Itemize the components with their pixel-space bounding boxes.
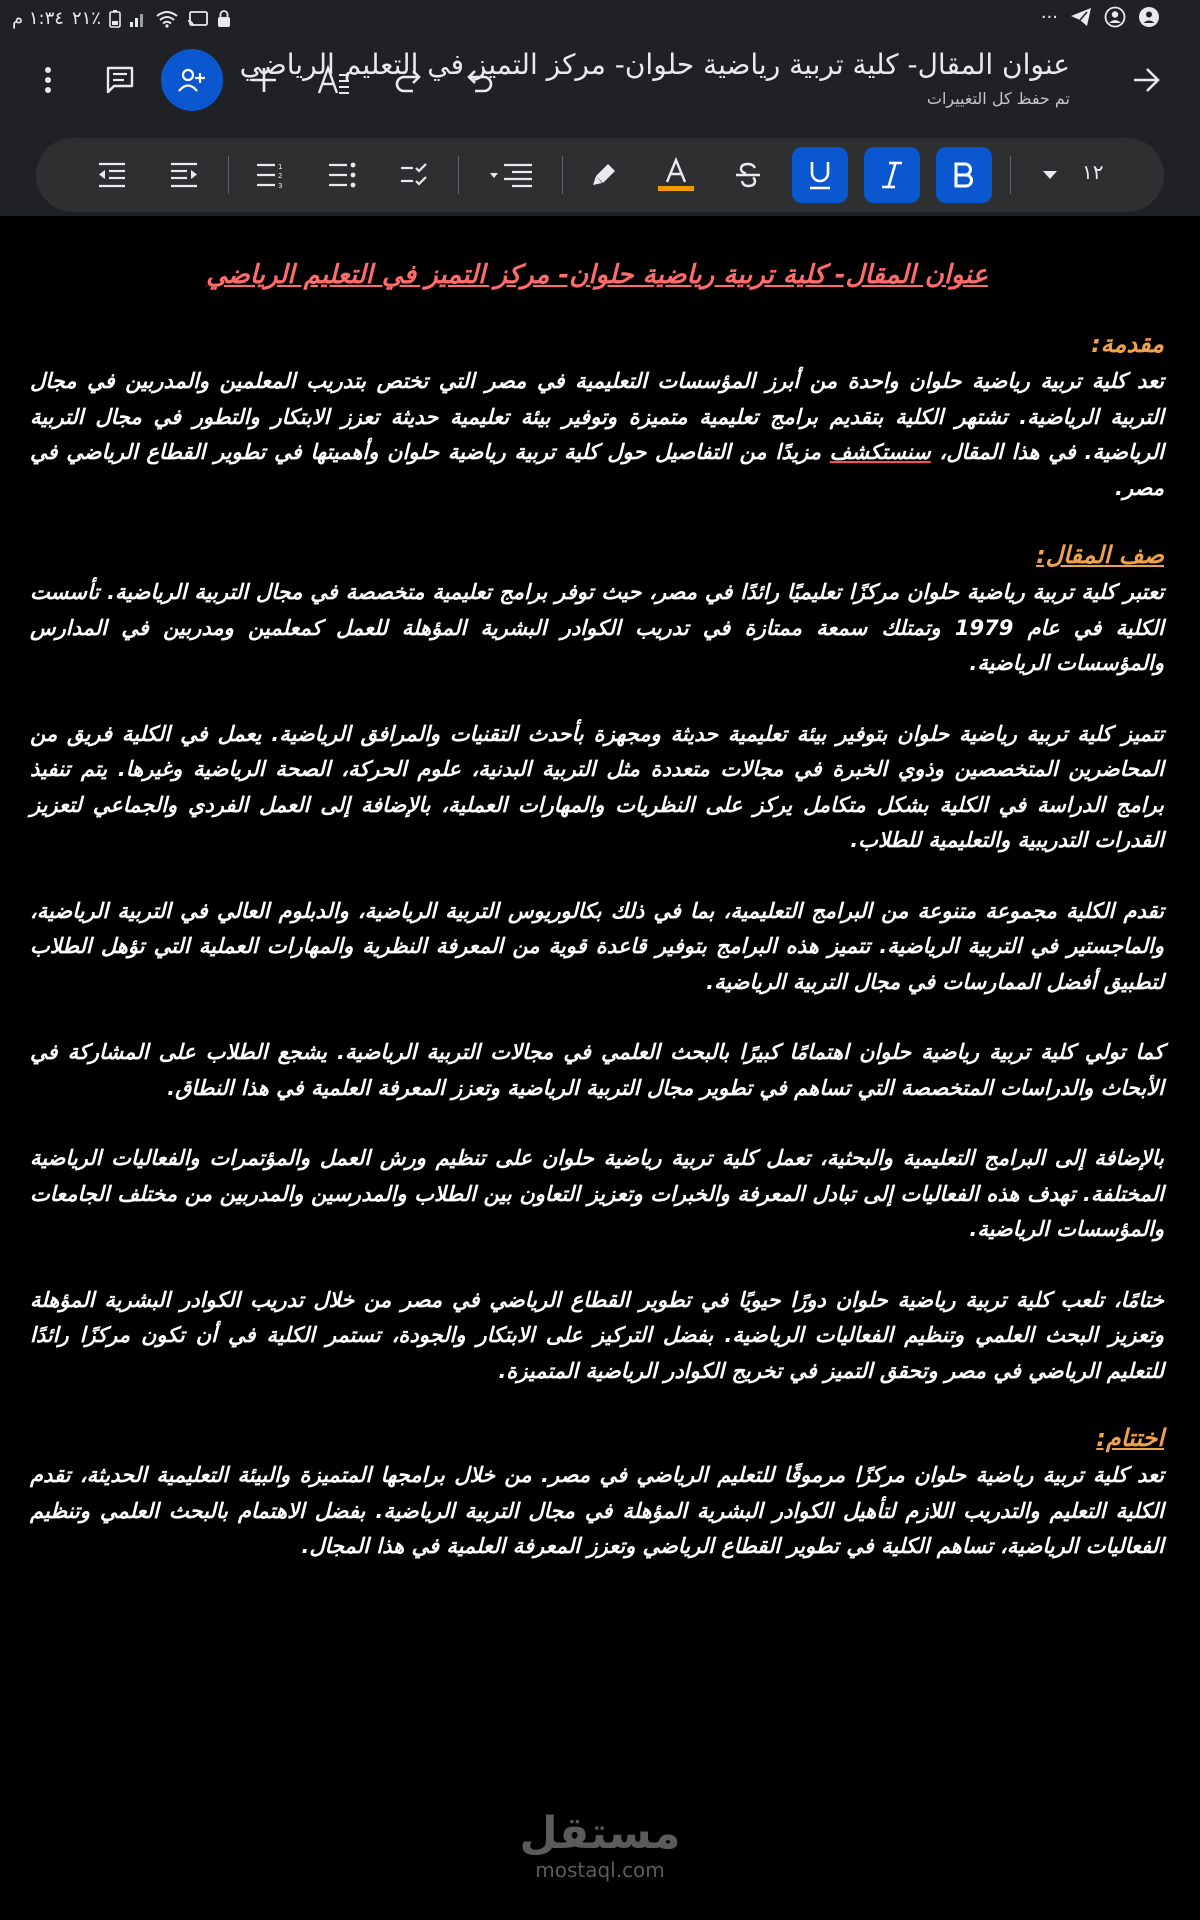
- status-bar: [0, 0, 1200, 38]
- title-area[interactable]: [239, 48, 1070, 108]
- svg-text:1: 1: [278, 163, 283, 171]
- alignment-dropdown[interactable]: [476, 147, 546, 203]
- status-more: ···: [1040, 6, 1058, 28]
- bold-icon: [953, 162, 975, 188]
- numbered-list-button[interactable]: [242, 147, 298, 203]
- description-paragraph: ختامًا، تلعب كلية تربية رياضية حلوان دورًا حيويًا في تطوير القطاع الرياضي في مصر من خلال تدريب الكوادر البشرية المؤهلة وتعزيز البحث العلمي وتنظيم الفعاليات الرياضية. بفضل التركيز على الابتكار والجودة، تستمر الكلية في أن تكون مركزًا رائدًا للتعليم الرياضي في مصر وتحقق التميز في تخريج الكوادر الرياضية المتميزة.: [30, 1287, 1164, 1383]
- description-paragraph: بالإضافة إلى البرامج التعليمية والبحثية، تعمل كلية تربية رياضية حلوان على تنظيم ورش العمل والمؤتمرات والفعاليات الرياضية المختلفة. تهدف هذه الفعاليات إلى تبادل المعرفة والخبرات وتعزيز التعاون بين الطلاب والمدرسين والمدربين من مختلف الجامعات والمؤسسات الرياضية.: [30, 1146, 1164, 1241]
- strikethrough-button[interactable]: [720, 147, 776, 203]
- watermark: [0, 1810, 1200, 1882]
- more-vert-icon: [44, 66, 52, 94]
- status-right: [1041, 6, 1160, 28]
- toolbar-divider: [228, 156, 229, 194]
- wifi-icon: [155, 10, 179, 28]
- checklist-button[interactable]: [386, 147, 442, 203]
- indent-decrease-icon: [97, 162, 127, 188]
- align-right-icon: [488, 162, 534, 188]
- app-bar: [0, 38, 1200, 138]
- status-left: [12, 8, 231, 29]
- text-color-button[interactable]: [648, 147, 704, 203]
- conclusion-paragraph: تعد كلية تربية رياضية حلوان مركزًا مرموقًا للتعليم الرياضي في مصر. من خلال برامجها المتميزة والبيئة التعليمية الحديثة، تقدم الكلية التعليم والتدريب اللازم لتأهيل الكوادر البشرية المؤهلة في مجال التربية الرياضية. بفضل الاهتمام بالبحث العلمي وتنظيم الفعاليات الرياضية، تساهم الكلية في تطوير القطاع الرياضي وتعزز المعرفة العلمية في هذا المجال.: [30, 1463, 1164, 1558]
- spellcheck-word[interactable]: سنستكشف: [829, 440, 931, 464]
- underline-icon: [807, 160, 833, 190]
- status-time: ١:٣٤ م: [12, 8, 64, 29]
- conclusion-heading: اختتام:: [1096, 1424, 1164, 1452]
- share-button[interactable]: [161, 49, 223, 111]
- account-icon: [1104, 6, 1126, 28]
- intro-heading: مقدمة:: [1091, 330, 1164, 358]
- text-color-icon: [658, 158, 694, 192]
- font-size-dropdown-arrow[interactable]: [1022, 147, 1078, 203]
- intro-text-a: تعد كلية تربية رياضية حلوان واحدة من أبرز المؤسسات التعليمية في مصر التي تختص بتدريب المعلمين والمدربين في مجال التربية الرياضية. تشتهر الكلية بتقديم برامج تعليمية متميزة وتوفير بيئة تعليمية حديثة تعزز الابتكار والتطور في مجال التربية الرياضية. في هذا المقال،: [30, 369, 1165, 464]
- bulleted-list-button[interactable]: [314, 147, 370, 203]
- description-paragraph: تقدم الكلية مجموعة متنوعة من البرامج التعليمية، بما في ذلك بكالوريوس التربية الرياضية، والدبلوم العالي في التربية الرياضية، والماجستير في التربية الرياضية. تتميز هذه البرامج بتوفير قاعدة قوية من المعرفة النظرية والمهارات العملية التي تؤهل الطلاب لتطبيق أفضل الممارسات في مجال التربية الرياضية.: [30, 898, 1164, 994]
- save-status: تم حفظ كل التغييرات: [926, 89, 1070, 108]
- decrease-indent-button[interactable]: [84, 147, 140, 203]
- increase-indent-button[interactable]: [156, 147, 212, 203]
- toolbar-divider: [562, 156, 563, 194]
- toolbar-divider: [1010, 156, 1011, 194]
- arrow-forward-icon: [1132, 67, 1160, 93]
- checklist-icon: [399, 162, 429, 188]
- font-size-value[interactable]: ١٢: [1082, 160, 1104, 184]
- back-button[interactable]: [1118, 52, 1174, 108]
- person-add-icon: [177, 67, 207, 93]
- article-heading: عنوان المقال- كلية تربية رياضية حلوان- مركز التميز في التعليم الرياضي: [206, 260, 988, 290]
- comments-button[interactable]: [92, 52, 148, 108]
- dropdown-arrow-icon: [1042, 170, 1058, 180]
- comment-icon: [105, 65, 135, 95]
- lock-icon: [217, 10, 231, 28]
- doc-title[interactable]: عنوان المقال- كلية تربية رياضية حلوان- مركز التميز في التعليم الرياضي: [239, 48, 1070, 81]
- bold-button[interactable]: [936, 147, 992, 203]
- toolbar-divider: [458, 156, 459, 194]
- more-options-button[interactable]: [20, 52, 76, 108]
- document-body[interactable]: [30, 216, 1164, 1600]
- highlight-button[interactable]: [576, 147, 632, 203]
- description-paragraph: تتميز كلية تربية رياضية حلوان بتوفير بيئة تعليمية حديثة ومجهزة بأحدث التقنيات والمرافق الرياضية. يعمل في الكلية فريق من المحاضرين المتخصصين وذوي الخبرة في مجالات متعددة مثل التربية البدنية، علوم الحركة، الصحة الرياضية وغيرها. يتم تنفيذ برامج الدراسة في الكلية بشكل متكامل يركز على النظريات والمهارات العملية، بالإضافة إلى العمل الفردي والجماعي لتعزيز القدرات التدريبية والتعليمية للطلاب.: [30, 721, 1164, 852]
- italic-icon: [880, 161, 904, 189]
- bulleted-list-icon: [327, 162, 357, 188]
- intro-text-b: مزيدًا من التفاصيل حول كلية تربية رياضية حلوان وأهميتها في تطوير القطاع الرياضي في مصر.: [30, 440, 1164, 500]
- italic-button[interactable]: [864, 147, 920, 203]
- description-paragraph: تعتبر كلية تربية رياضية حلوان مركزًا تعليميًا رائدًا في مصر، حيث توفر برامج تعليمية متخصصة في مجال التربية الرياضية. تأسست الكلية في عام 1979 وتمتلك سمعة ممتازة في تدريب الكوادر البشرية المؤهلة للعمل كمعلمين ومدربين في المدارس والمؤسسات الرياضية.: [30, 580, 1164, 675]
- indent-increase-icon: [169, 162, 199, 188]
- svg-text:2: 2: [278, 172, 283, 180]
- highlighter-icon: [590, 161, 618, 189]
- watermark-latin: mostaql.com: [535, 1858, 665, 1882]
- telegram-icon: [1070, 7, 1092, 27]
- underline-button[interactable]: [792, 147, 848, 203]
- format-toolbar: [36, 138, 1164, 212]
- description-heading: صف المقال:: [1036, 541, 1164, 569]
- intro-paragraph: [30, 364, 1164, 506]
- description-paragraph: كما تولي كلية تربية رياضية حلوان اهتمامًا كبيرًا بالبحث العلمي في مجالات التربية الرياضية. يشجع الطلاب على المشاركة في الأبحاث والدراسات المتخصصة التي تساهم في تطوير مجال التربية الرياضية وتعزز المعرفة العلمية في هذا النطاق.: [30, 1040, 1164, 1100]
- watermark-arabic: مستقل: [519, 1808, 681, 1859]
- strikethrough-icon: [734, 161, 762, 189]
- cast-icon: [187, 10, 209, 28]
- profile-icon: [1138, 6, 1160, 28]
- signal-icon: [129, 11, 147, 27]
- battery-icon: [109, 10, 121, 28]
- battery-percent: ٢١٪: [71, 8, 101, 29]
- numbered-list-icon: [255, 162, 285, 188]
- svg-text:3: 3: [278, 182, 283, 190]
